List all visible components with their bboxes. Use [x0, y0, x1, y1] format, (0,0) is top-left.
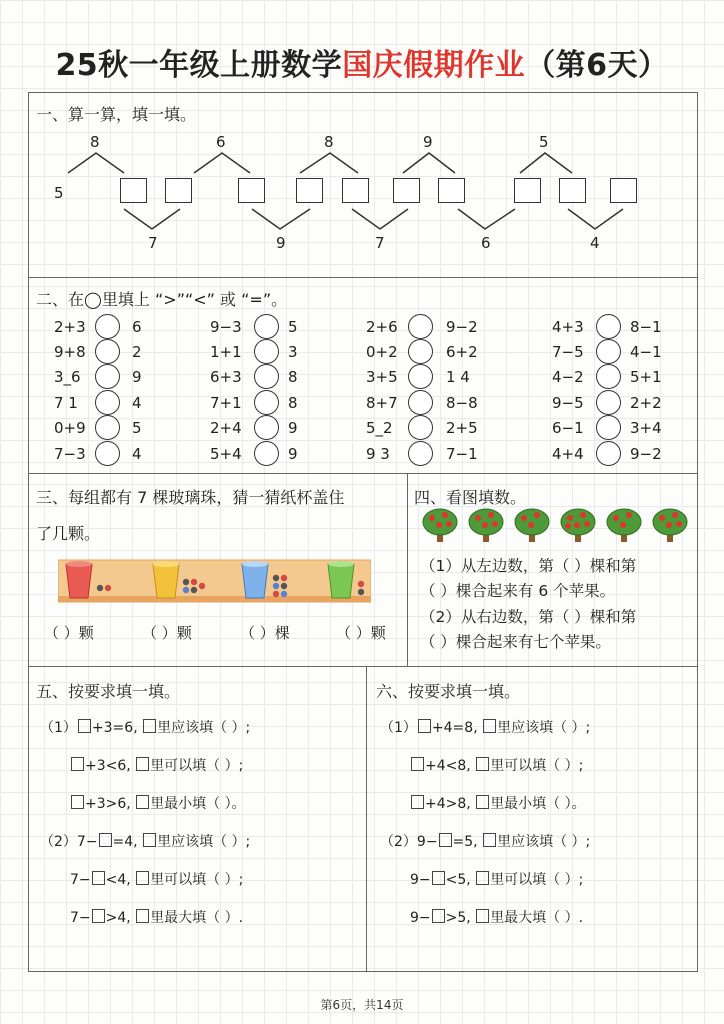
section1-title: 一、算一算，填一填。 [36, 105, 197, 124]
apple [567, 515, 573, 521]
apple-tree [423, 509, 457, 542]
compare-circle[interactable] [596, 441, 621, 466]
expression-right: 4 [132, 394, 142, 412]
compare-circle[interactable] [596, 415, 621, 440]
expression-right: 4 [132, 445, 142, 463]
apple [672, 512, 678, 518]
expression-left: 7+1 [210, 394, 242, 412]
divider [407, 473, 408, 666]
expression-left: 7−3 [54, 445, 86, 463]
expression-left: 6+3 [210, 368, 242, 386]
apple [429, 515, 435, 521]
compare-circle[interactable] [95, 390, 120, 415]
compare-circle[interactable] [596, 314, 621, 339]
answer-box[interactable] [342, 178, 369, 203]
compare-circle[interactable] [408, 364, 433, 389]
expression-left: 4+4 [552, 445, 584, 463]
compare-circle[interactable] [408, 314, 433, 339]
top-number: 5 [539, 133, 549, 151]
apple [475, 515, 481, 521]
expression-right: 2+5 [446, 419, 478, 437]
apple [613, 515, 619, 521]
expression-left: 4+3 [552, 318, 584, 336]
section3-title: 三、每组都有 7 棵玻璃珠，猜一猜纸杯盖住 [36, 488, 345, 507]
section4-title: 四、看图填数。 [414, 488, 527, 507]
expression-right: 9−2 [630, 445, 662, 463]
top-number: 8 [324, 133, 334, 151]
answer-box[interactable] [165, 178, 192, 203]
expression-right: 3+4 [630, 419, 662, 437]
compare-circle[interactable] [254, 415, 279, 440]
expression-right: 3 [288, 343, 298, 361]
compare-circle[interactable] [95, 339, 120, 364]
expression-right: 7−1 [446, 445, 478, 463]
expression-right: 2 [132, 343, 142, 361]
expression-right: 9 [132, 368, 142, 386]
compare-circle[interactable] [254, 364, 279, 389]
apple [676, 521, 682, 527]
apple [626, 512, 632, 518]
expression-right: 6+2 [446, 343, 478, 361]
answer-box[interactable] [120, 178, 147, 203]
answer-box[interactable] [559, 178, 586, 203]
expression-left: 0+2 [366, 343, 398, 361]
expression-right: 8−8 [446, 394, 478, 412]
bottom-number: 7 [148, 234, 158, 252]
expression-right: 5 [132, 419, 142, 437]
q6-1b: +4<8, 里可以填（ ）; [410, 755, 583, 775]
q5-1b: +3<6, 里可以填（ ）; [70, 755, 243, 775]
q6-2b: 9− <5, 里可以填（ ）; [410, 872, 584, 888]
q4-line1: （1）从左边数，第（ ）棵和第 [420, 557, 637, 575]
answer-blank[interactable]: （ ）颗 [44, 624, 94, 642]
top-number: 9 [423, 133, 433, 151]
expression-left: 6−1 [552, 419, 584, 437]
apple-tree [469, 509, 503, 542]
answer-box[interactable] [610, 178, 637, 203]
expression-right: 2+2 [630, 394, 662, 412]
apple [492, 521, 498, 527]
left-number: 5 [54, 184, 64, 202]
apple [620, 522, 626, 528]
answer-blank[interactable]: （ ）颗 [142, 624, 192, 642]
bottom-number: 7 [375, 234, 385, 252]
page-title [0, 40, 724, 84]
q4-line4: （ ）棵合起来有七个苹果。 [420, 633, 611, 651]
compare-circle[interactable] [596, 364, 621, 389]
apple [521, 515, 527, 521]
expression-left: 3+5 [366, 368, 398, 386]
answer-blank[interactable]: （ ）颗 [336, 624, 386, 642]
compare-circle[interactable] [596, 339, 621, 364]
expression-right: 5+1 [630, 368, 662, 386]
answer-box[interactable] [238, 178, 265, 203]
apple [584, 521, 590, 527]
compare-circle[interactable] [408, 339, 433, 364]
apple [580, 512, 586, 518]
q4-line3: （2）从右边数，第（ ）棵和第 [420, 608, 637, 626]
cups-and-beads-image [58, 556, 371, 606]
expression-left: 9−5 [552, 394, 584, 412]
bottom-number: 6 [481, 234, 491, 252]
q6-2a: （2）9− =5, 里应该填（ ）; [380, 834, 591, 850]
compare-circle[interactable] [95, 314, 120, 339]
answer-blank[interactable]: （ ）棵 [240, 624, 290, 642]
expression-left: 9−3 [210, 318, 242, 336]
page-number: 第6页，共14页 [320, 998, 404, 1012]
apple [666, 522, 672, 528]
divider [366, 666, 367, 972]
expression-right: 5 [288, 318, 298, 336]
apple-tree [515, 509, 549, 542]
compare-circle[interactable] [254, 314, 279, 339]
q4-line2: （ ）棵合起来有 6 个苹果。 [420, 582, 616, 600]
expression-left: 7 1 [54, 394, 78, 412]
q5-2a: （2）7− =4, 里应该填（ ）; [40, 834, 251, 850]
compare-circle[interactable] [254, 390, 279, 415]
expression-right: 9 [288, 445, 298, 463]
apple [565, 523, 571, 529]
expression-left: 5_2 [366, 419, 393, 437]
divider [28, 666, 698, 667]
expression-left: 3_6 [54, 368, 81, 386]
q5-1c: +3>6, 里最小填（ ）。 [70, 793, 246, 813]
expression-right: 6 [132, 318, 142, 336]
apple [534, 512, 540, 518]
q6-1a: （1） +4=8, 里应该填（ ）; [380, 720, 591, 736]
q6-1c: +4>8, 里最小填（ ）。 [410, 793, 586, 813]
expression-right: 8 [288, 394, 298, 412]
compare-circle[interactable] [408, 415, 433, 440]
apple [442, 512, 448, 518]
apple-tree [653, 509, 687, 542]
title-day: （第6天） [525, 48, 669, 83]
divider [28, 277, 698, 278]
q5-2c: 7− >4, 里最大填（ ）. [70, 910, 244, 926]
section3-title-line2: 了几颗。 [36, 524, 101, 543]
expression-left: 4−2 [552, 368, 584, 386]
q5-1a: （1） +3=6, 里应该填（ ）; [40, 720, 251, 736]
compare-circle[interactable] [254, 339, 279, 364]
q5-2b: 7− <4, 里可以填（ ）; [70, 872, 244, 888]
answer-box[interactable] [514, 178, 541, 203]
expression-left: 5+4 [210, 445, 242, 463]
compare-circle[interactable] [408, 390, 433, 415]
apple [528, 522, 534, 528]
title-highlight: 国庆假期作业 [342, 48, 526, 83]
compare-circle[interactable] [408, 441, 433, 466]
q6-2c: 9− >5, 里最大填（ ）. [410, 910, 584, 926]
apple [488, 512, 494, 518]
expression-right: 4−1 [630, 343, 662, 361]
apple-tree [607, 509, 641, 542]
answer-box[interactable] [393, 178, 420, 203]
bottom-number: 4 [590, 234, 600, 252]
apple-tree [561, 509, 595, 542]
expression-left: 8+7 [366, 394, 398, 412]
compare-circle[interactable] [596, 390, 621, 415]
section2-title: 二、在◯里填上 “>”“<” 或 “=”。 [36, 290, 288, 309]
expression-right: 8−1 [630, 318, 662, 336]
apple [659, 515, 665, 521]
expression-left: 1+1 [210, 343, 242, 361]
apple [574, 522, 580, 528]
compare-circle[interactable] [95, 441, 120, 466]
answer-box[interactable] [296, 178, 323, 203]
expression-right: 1 4 [446, 368, 470, 386]
apple [446, 521, 452, 527]
expression-left: 7−5 [552, 343, 584, 361]
apple-trees-image [420, 508, 692, 544]
answer-box[interactable] [438, 178, 465, 203]
top-number: 6 [216, 133, 226, 151]
section5-title: 五、按要求填一填。 [36, 682, 181, 701]
expression-left: 0+9 [54, 419, 86, 437]
top-number: 8 [90, 133, 100, 151]
expression-left: 9 3 [366, 445, 390, 463]
divider [28, 473, 698, 474]
bottom-number: 9 [276, 234, 286, 252]
section6-title: 六、按要求填一填。 [376, 682, 521, 701]
apple [482, 522, 488, 528]
compare-circle[interactable] [95, 415, 120, 440]
expression-left: 9+8 [54, 343, 86, 361]
expression-right: 8 [288, 368, 298, 386]
expression-right: 9−2 [446, 318, 478, 336]
compare-circle[interactable] [254, 441, 279, 466]
expression-left: 2+6 [366, 318, 398, 336]
expression-left: 2+3 [54, 318, 86, 336]
expression-right: 9 [288, 419, 298, 437]
expression-left: 2+4 [210, 419, 242, 437]
apple [436, 522, 442, 528]
title-main: 25秋一年级上册数学 [55, 48, 343, 83]
compare-circle[interactable] [95, 364, 120, 389]
